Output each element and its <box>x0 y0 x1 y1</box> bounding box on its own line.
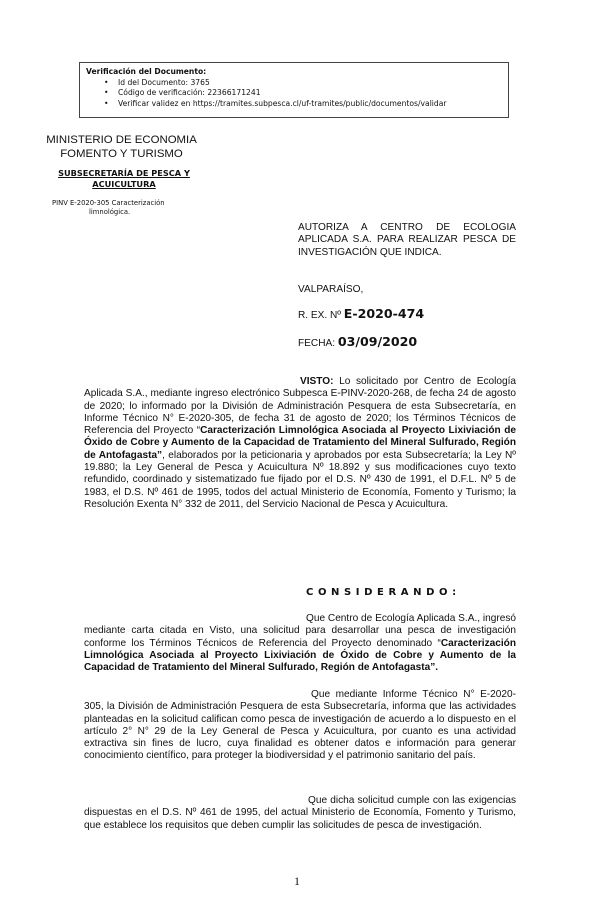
resolution-number: R. EX. Nº E-2020-474 <box>298 306 425 321</box>
ministry-header <box>34 133 209 161</box>
fecha-value: 03/09/2020 <box>337 334 418 349</box>
ministry-line-2: FOMENTO Y TURISMO <box>60 148 183 160</box>
verification-list <box>86 78 508 110</box>
resolution-date: FECHA: 03/09/2020 <box>298 334 418 349</box>
page-number: 1 <box>294 874 300 888</box>
bullet-icon: • <box>104 98 109 108</box>
pinv-reference: PINV E-2020-305 Caracterización limnológica. <box>52 199 165 216</box>
considerando-heading: CONSIDERANDO: <box>306 587 461 598</box>
considerando-paragraph-3: Que dicha solicitud cumple con las exigencias dispuestas en el D.S. Nº 461 de 1995, del actual Ministerio de Economía, Fomento y Turismo, que establece los requisitos que deben cumplir las solicitudes de pesca de investigación. <box>84 795 516 831</box>
place: VALPARAÍSO, <box>298 284 364 295</box>
considerando-paragraph-1: Que Centro de Ecología Aplicada S.A., ingresó mediante carta citada en Visto, una solicitud para desarrollar una pesca de investigación conforme los Términos Técnicos de Referencia del Proyecto denominado “Caracterización Limnológica Asociada al Proyecto Lixiviación de Óxido de Cobre y Aumento de la Capacidad de Tratamiento del Mineral Sulfurado, Región de Antofagasta”. <box>84 613 516 674</box>
subsecretaria-header: SUBSECRETARÍA DE PESCA Y ACUICULTURA <box>58 168 190 189</box>
verification-title: Verificación del Documento: <box>86 67 207 76</box>
ministry-line-1: MINISTERIO DE ECONOMIA <box>46 134 197 146</box>
bullet-icon: • <box>104 88 109 97</box>
resolution-title: AUTORIZA A CENTRO DE ECOLOGIA APLICADA S.A. PARA REALIZAR PESCA DE INVESTIGACIÓN QUE INDICA. <box>298 222 516 258</box>
verification-box <box>79 62 509 118</box>
verification-item-code: • Código de verificación: 22366171241 <box>104 88 261 97</box>
visto-project: Caracterización Limnológica Asociada al Proyecto Lixiviación de Óxido de Cobre y Aumento de la Capacidad de Tratamiento del Mineral Sulfurado, Región de Antofagasta” <box>84 425 517 461</box>
verification-link[interactable]: Verificar validez en https://tramites.subpesca.cl/uf-tramites/public/documentos/validar <box>118 98 447 108</box>
bullet-icon: • <box>104 77 109 87</box>
considerando-project: Caracterización Limnológica Asociada al Proyecto Lixiviación de Óxido de Cobre y Aumento de la Capacidad de Tratamiento del Mineral Sulfurado, Región de Antofagasta”. <box>84 637 516 674</box>
verification-item-url <box>104 98 508 110</box>
verification-item-id: • Id del Documento: 3765 <box>104 77 210 87</box>
considerando-paragraph-2: Que mediante Informe Técnico N° E-2020-305, la División de Administración Pesquera de esta Subsecretaría, informa que las actividades planteadas en la solicitud califican como pesca de investigación de acuerdo a lo dispuesto en el artículo 2° N° 29 de la Ley General de Pesca y Acuicultura, por cuanto es una actividad extractiva sin fines de lucro, cuya finalidad es obtener datos e información para generar conocimiento científico, para proteger la biodiversidad y el patrimonio sanitario del país. <box>84 689 516 762</box>
rex-number: E-2020-474 <box>343 306 425 321</box>
visto-label: VISTO: <box>300 376 334 387</box>
visto-paragraph: VISTO: Lo solicitado por Centro de Ecología Aplicada S.A., mediante ingreso electrónico Subpesca E-PINV-2020-268, de fecha 24 de agosto de 2020; lo informado por la División de Administración Pesquera de esta Subsecretaría, en Informe Técnico N° E-2020-305, de fecha 31 de agosto de 2020; los Términos Técnicos de Referencia del Proyecto “Caracterización Limnológica Asociada al Proyecto Lixiviación de Óxido de Cobre y Aumento de la Capacidad de Tratamiento del Mineral Sulfurado, Región de Antofagasta”, elaborados por la peticionaria y aprobados por esta Subsecretaría; la Ley Nº 19.880; la Ley General de Pesca y Acuicultura Nº 18.892 y sus modificaciones cuyo texto refundido, coordinado y sistematizado fue fijado por el D.S. Nº 430 de 1991, el D.F.L. Nº 5 de 1983, el D.S. Nº 461 de 1995, todos del actual Ministerio de Economía, Fomento y Turismo; la Resolución Exenta N° 332 de 2011, del Servicio Nacional de Pesca y Acuicultura. <box>84 376 517 510</box>
